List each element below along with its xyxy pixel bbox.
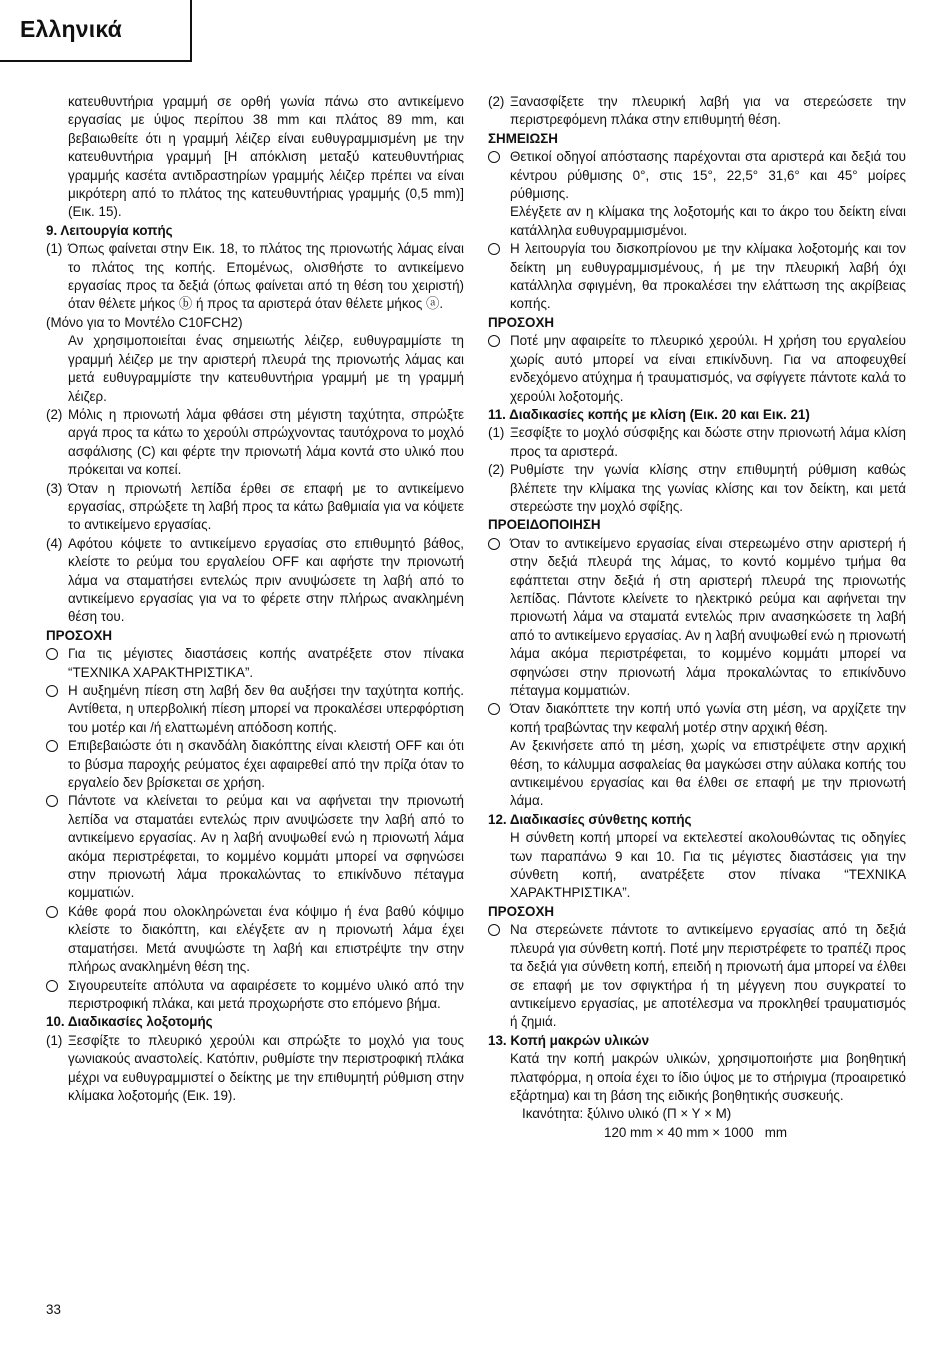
step-number: (1) (46, 1032, 63, 1048)
section-heading: 9. Λειτουργία κοπής (46, 222, 173, 238)
circle-bullet-icon (46, 795, 58, 807)
section-heading: ΠΡΟΣΟΧΗ (46, 627, 113, 643)
bullet-item (46, 737, 464, 792)
language-label: Ελληνικά (20, 16, 122, 42)
section-heading: 11. Διαδικασίες κοπής με κλίση (Εικ. 20 και Εικ. 21) (488, 406, 810, 422)
section-heading: 13. Κοπή μακρών υλικών (488, 1032, 650, 1048)
paragraph: (Μόνο για το Μοντέλο C10FCH2) (46, 314, 243, 330)
bullet-item (488, 332, 906, 406)
step-number: (1) (46, 241, 63, 257)
section-heading: ΣΗΜΕΙΩΣΗ (488, 130, 558, 146)
bullet-item (488, 148, 906, 203)
step-text: Ξεσφίξτε το πλευρικό χερούλι και σπρώξτε το μοχλό για τους γωνιακούς αναστολείς. Κατόπιν, ρυθμίστε την περιστροφική πλάκα μέχρι να ευθυγραμμιστεί ο δείκτης με την επιθυμητή ρύθμιση στην κλίμακα λοξοτομής (Εικ. 19). (68, 1032, 464, 1103)
page-number: 33 (46, 1302, 61, 1317)
circle-bullet-icon (488, 243, 500, 255)
section-heading: ΠΡΟΣΟΧΗ (488, 314, 555, 330)
numbered-step (46, 535, 464, 627)
step-number: (1) (488, 425, 505, 441)
circle-bullet-icon (46, 906, 58, 918)
step-text: Όταν η πριονωτή λεπίδα έρθει σε επαφή με το αντικείμενο εργασίας, σπρώξετε τη λαβή προς τα κάτω βαθμιαία για να κόψετε το αντικείμενο εργασίας. (68, 480, 464, 533)
numbered-step (46, 480, 464, 535)
step-number: (3) (46, 480, 63, 496)
bullet-text: Η αυξημένη πίεση στη λαβή δεν θα αυξήσει την ταχύτητα κοπής. Αντίθετα, η υπερβολική πίεση μπορεί να προκαλέσει υπερφόρτιση του μοτέρ και /ή ελαττωμένη απόδοση κοπής. (68, 683, 464, 735)
circle-bullet-icon (488, 924, 500, 936)
step-number: (4) (46, 535, 63, 551)
numbered-step (488, 93, 906, 130)
step-number: (2) (488, 94, 505, 109)
step-number: (2) (488, 462, 505, 478)
paragraph: κατευθυντήρια γραμμή σε ορθή γωνία πάνω στο αντικείμενο εργασίας με ύψος περίπου 38 mm και πλάτος 89 mm, και βεβαιωθείτε ότι η γραμμή λέιζερ είναι ευθυγραμμισμένη με την κατευθυντήρια γραμμή [Η απόκλιση μεταξύ κατευθυντήριας γραμμής κασέτα αντιδραστηρίων γραμμής λέιζερ πρέπει να είναι μικρότερη από το πλάτος της κατευθυντήριας γραμμής (0,5 mm)] (Εικ. 15). (68, 94, 464, 220)
step-text: Ξανασφίξετε την πλευρική λαβή για να στερεώσετε την περιστρεφόμενη πλάκα στην επιθυμητή θέση. (510, 94, 906, 128)
bullet-item (488, 240, 906, 314)
paragraph: Αν χρησιμοποιείται ένας σημειωτής λέιζερ, ευθυγραμμίστε τη γραμμή λέιζερ με την αριστερή πλευρά της πριονωτής λάμας και μετά ευθυγραμμίστε την κατευθυντήρια γραμμή με τη γραμμή λέιζερ. (68, 333, 464, 404)
circle-bullet-icon (488, 335, 500, 347)
circle-bullet-icon (488, 703, 500, 715)
left-column (46, 93, 464, 1105)
bullet-text: Σιγουρευτείτε απόλυτα να αφαιρέσετε το κομμένο υλικό από την περιστροφική πλάκα, και μετά προχωρήστε στο επόμενο βήμα. (68, 977, 464, 1011)
bullet-text: Επιβεβαιώστε ότι η σκανδάλη διακόπτης είναι κλειστή OFF και ότι το βύσμα παροχής ρεύματος έχει αφαιρεθεί από την πρίζα όταν το εργαλείο δεν βρίσκεται σε χρήση. (68, 738, 464, 791)
bullet-continuation: Ελέγξετε αν η κλίμακα της λοξοτομής και το άκρο του δείκτη είναι κατάλληλα ευθυγραμμισμένοι. (510, 204, 906, 238)
step-text: Όπως φαίνεται στην Εικ. 18, το πλάτος της πριονωτής λάμας είναι το πλάτος της κοπής. Επομένως, ολισθήστε το αντικείμενο εργασίας προς τα δεξιά (όπως φαίνεται από τη θέση του χειριστή) όταν θέλετε μήκος ⓑ ή προς τα αριστερά όταν θέλετε μήκος ⓐ. (68, 241, 464, 312)
step-text: Μόλις η πριονωτή λάμα φθάσει στη μέγιστη ταχύτητα, σπρώξτε αργά προς τα κάτω το χερούλι σπρώχνοντας ταυτόχρονα το μοχλό ασφάλισης (C) και φέρτε την πριονωτή λάμα κοντά στο υλικό που πρόκειται να κοπεί. (68, 406, 464, 478)
numbered-step (488, 424, 906, 461)
bullet-text: Κάθε φορά που ολοκληρώνεται ένα κόψιμο ή ένα βαθύ κόψιμο κλείστε το διακόπτη, και ελέγξετε αν η πριονωτή λάμα έχει σταματήσει. Μετά ανυψώστε τη λαβή και επιστρέψτε την στην πλήρως ανακλημένη θέση της. (68, 903, 464, 975)
bullet-item (488, 700, 906, 737)
circle-bullet-icon (488, 538, 500, 550)
numbered-step (46, 240, 464, 314)
step-number: (2) (46, 406, 63, 422)
circle-bullet-icon (46, 685, 58, 697)
language-tab (0, 0, 192, 62)
bullet-text: Ποτέ μην αφαιρείτε το πλευρικό χερούλι. Η χρήση του εργαλείου χωρίς αυτό μπορεί να είναι επικίνδυνη. Για να αποφευχθεί ενδεχόμενο ατύχημα ή τραυματισμός, να σφίγγετε πάντοτε καλά το χερούλι λοξοτομής. (510, 333, 906, 404)
bullet-item (46, 682, 464, 737)
capacity-value: 120 mm × 40 mm × 1000 mm (604, 1124, 788, 1140)
step-text: Ρυθμίστε την γωνία κλίσης στην επιθυμητή ρύθμιση καθώς βλέπετε την κλίμακα της γωνίας κλίσης και τον δείκτη, και μετά στερεώστε την μοχλό σφίξης. (510, 462, 906, 514)
step-text: Αφότου κόψετε το αντικείμενο εργασίας στο επιθυμητό βάθος, κλείστε το ρεύμα του εργαλείου OFF και αφήστε την πριονωτή λάμα να σταματήσει εντελώς πριν ανυψώσετε τη λαβή από το αντικείμενο εργασίας για να το φέρετε στην πλήρως ανακλημένη θέση του. (68, 535, 464, 625)
section-heading: ΠΡΟΕΙΔΟΠΟΙΗΣΗ (488, 517, 601, 533)
bullet-text: Πάντοτε να κλείνεται το ρεύμα και να αφήνεται την πριονωτή λεπίδα να σταματάει εντελώς πριν ανυψώσετε την λαβή από το αντικείμενο εργασίας. Αν η λαβή ανυψωθεί ενώ η πριονωτή λάμα ακόμα περιστρέφεται, το κομμένο κομμάτι μπορεί να σφηνώσει στην πριονωτή λάμα προκαλώντας το επικίνδυνο πέταγμα κομματιών. (68, 793, 464, 901)
bullet-text: Η λειτουργία του δισκοπρίονου με την κλίμακα λοξοτομής και τον δείκτη μη ευθυγραμμισμένους, ή με την πλευρική λαβή όχι κατάλληλα σφιγμένη, θα προκαλέσει την ελάττωση της ακρίβειας κοπής. (510, 241, 906, 312)
bullet-text: Για τις μέγιστες διαστάσεις κοπής ανατρέξετε στον πίνακα “ΤΕΧΝΙΚΑ ΧΑΡΑΚΤΗΡΙΣΤΙΚΑ”. (68, 646, 464, 680)
circle-bullet-icon (46, 980, 58, 992)
bullet-item (46, 645, 464, 682)
paragraph: Η σύνθετη κοπή μπορεί να εκτελεστεί ακολουθώντας τις οδηγίες των παραπάνω 9 και 10. Για τις μέγιστες διαστάσεις για την σύνθετη κοπή, ανατρέξετε στον πίνακα “ΤΕΧΝΙΚΑ ΧΑΡΑΚΤΗΡΙΣΤΙΚΑ”. (510, 830, 906, 901)
bullet-continuation: Αν ξεκινήσετε από τη μέση, χωρίς να επιστρέψετε στην αρχική θέση, το κάλυμμα ασφαλείας θα μαγκώσει στην αύλακα κοπής του αντικειμένου εργασίας και θα έλθει σε επαφή με την πριονωτή λάμα. (510, 738, 906, 809)
bullet-item (488, 921, 906, 1031)
bullet-item (488, 535, 906, 701)
circle-bullet-icon (46, 648, 58, 660)
circle-bullet-icon (46, 740, 58, 752)
section-heading: 12. Διαδικασίες σύνθετης κοπής (488, 811, 692, 827)
bullet-text: Όταν το αντικείμενο εργασίας είναι στερεωμένο στην αριστερή ή στην δεξιά πλευρά της λάμας, το κοντό κομμένο τμήμα θα εφάπτεται στην δεξιά ή στη αριστερή πλευρά της πριονωτής λεπίδας. Πάντοτε κλείνετε το ηλεκτρικό ρεύμα και αφήνεται την πριονωτή λάμα να σταματά εντελώς πριν ανασηκώσετε τη λαβή από το αντικείμενο εργασίας. Αν η λαβή ανυψωθεί ενώ η πριονωτή λάμα ακόμα περιστρέφεται, το κομμένο κομμάτι μπορεί να σφηνώσει στην πριονωτή λάμα προκαλώντας το επικίνδυνο πέταγμα κομματιών. (510, 535, 906, 698)
bullet-item (46, 903, 464, 977)
numbered-step (46, 406, 464, 480)
bullet-text: Να στερεώνετε πάντοτε το αντικείμενο εργασίας από τη δεξιά πλευρά για σύνθετη κοπή. Ποτέ μην περιστρέφετε το τραπέζι προς τα δεξιά για σύνθετη κοπή, επειδή η πριονωτή άμα μπορεί να έλθει σε επαφή με τον σφιγκτήρα ή τη μέγγενη που συγκρατεί το αντικείμενο εργασίας, με αποτέλεσμα να προκληθεί τραυματισμός ή ζημιά. (510, 922, 906, 1030)
bullet-text: Θετικοί οδηγοί απόστασης παρέχονται στα αριστερά και δεξιά του κέντρου ρύθμισης 0°, στις 15°, 22,5° 31,6° και 45° μοίρες ρύθμισης. (510, 149, 906, 202)
numbered-step (46, 1032, 464, 1106)
bullet-item (46, 977, 464, 1014)
numbered-step (488, 461, 906, 516)
right-column (488, 93, 906, 1142)
capacity-label: Ικανότητα: ξύλινο υλικό (Π × Υ × Μ) (522, 1106, 732, 1122)
paragraph: Κατά την κοπή μακρών υλικών, χρησιμοποιήστε μια βοηθητική πλατφόρμα, η οποία έχει το ίδιο ύψος με το στήριγμα (προαιρετικό εξάρτημα) και τη βάση της ειδικής βοηθητικής συσκευής. (510, 1051, 906, 1103)
bullet-text: Όταν διακόπτετε την κοπή υπό γωνία στη μέση, να αρχίζετε την κοπή τραβώντας την κεφαλή μοτέρ στην αρχική θέση. (510, 701, 906, 735)
section-heading: ΠΡΟΣΟΧΗ (488, 903, 555, 919)
section-heading: 10. Διαδικασίες λοξοτομής (46, 1014, 213, 1030)
bullet-item (46, 792, 464, 902)
step-text: Ξεσφίξτε το μοχλό σύσφιξης και δώστε στην πριονωτή λάμα κλίση προς τα αριστερά. (510, 425, 906, 459)
circle-bullet-icon (488, 151, 500, 163)
